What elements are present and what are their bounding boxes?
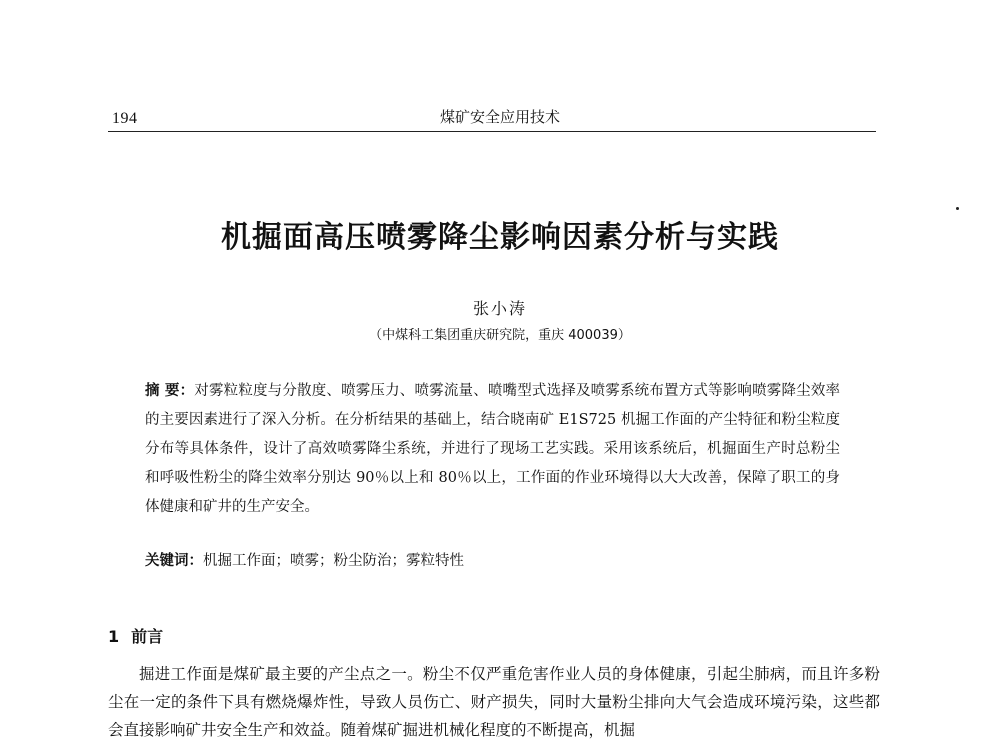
page-number: 194 [112,110,138,127]
body-paragraph: 掘进工作面是煤矿最主要的产尘点之一。粉尘不仅严重危害作业人员的身体健康，引起尘肺病，而且许多粉尘在一定的条件下具有燃烧爆炸性，导致人员伤亡、财产损失，同时大量粉尘排向大气会造成环境污染，这些都会直接影响矿井安全生产和效益。随着煤矿掘进机械化程度的不断提高，机掘 [108,665,880,739]
author: 张小涛 [472,299,527,318]
abstract [145,376,840,522]
scan-speck [956,207,959,210]
abstract-text: 对雾粒粒度与分散度、喷雾压力、喷雾流量、喷嘴型式选择及喷雾系统布置方式等影响喷雾降尘效率的主要因素进行了深入分析。在分析结果的基础上，结合晓南矿 E1S725 机掘工作面的产尘特征和粉尘粒度分布等具体条件，设计了高效喷雾降尘系统，并进行了现场工艺实践。采用该系统后，机掘面生产时总粉尘和呼吸性粉尘的降尘效率分别达 90％以上和 80％以上，工作面的作业环境得以大大改善，保障了职工的身体健康和矿井的生产安全。 [145,383,840,515]
keywords [145,550,840,572]
section-title: 前言 [131,627,164,646]
affiliation: （中煤科工集团重庆研究院，重庆 400039） [369,328,631,343]
running-title: 煤矿安全应用技术 [439,108,560,126]
section-heading [108,624,163,647]
abstract-label: 摘 要： [145,382,195,399]
keywords-label: 关键词： [145,552,203,569]
section-number: 1 [108,627,120,646]
paper-title: 机掘面高压喷雾降尘影响因素分析与实践 [221,220,779,255]
keywords-text: 机掘工作面；喷雾；粉尘防治；雾粒特性 [203,553,464,569]
header-rule [108,131,876,132]
